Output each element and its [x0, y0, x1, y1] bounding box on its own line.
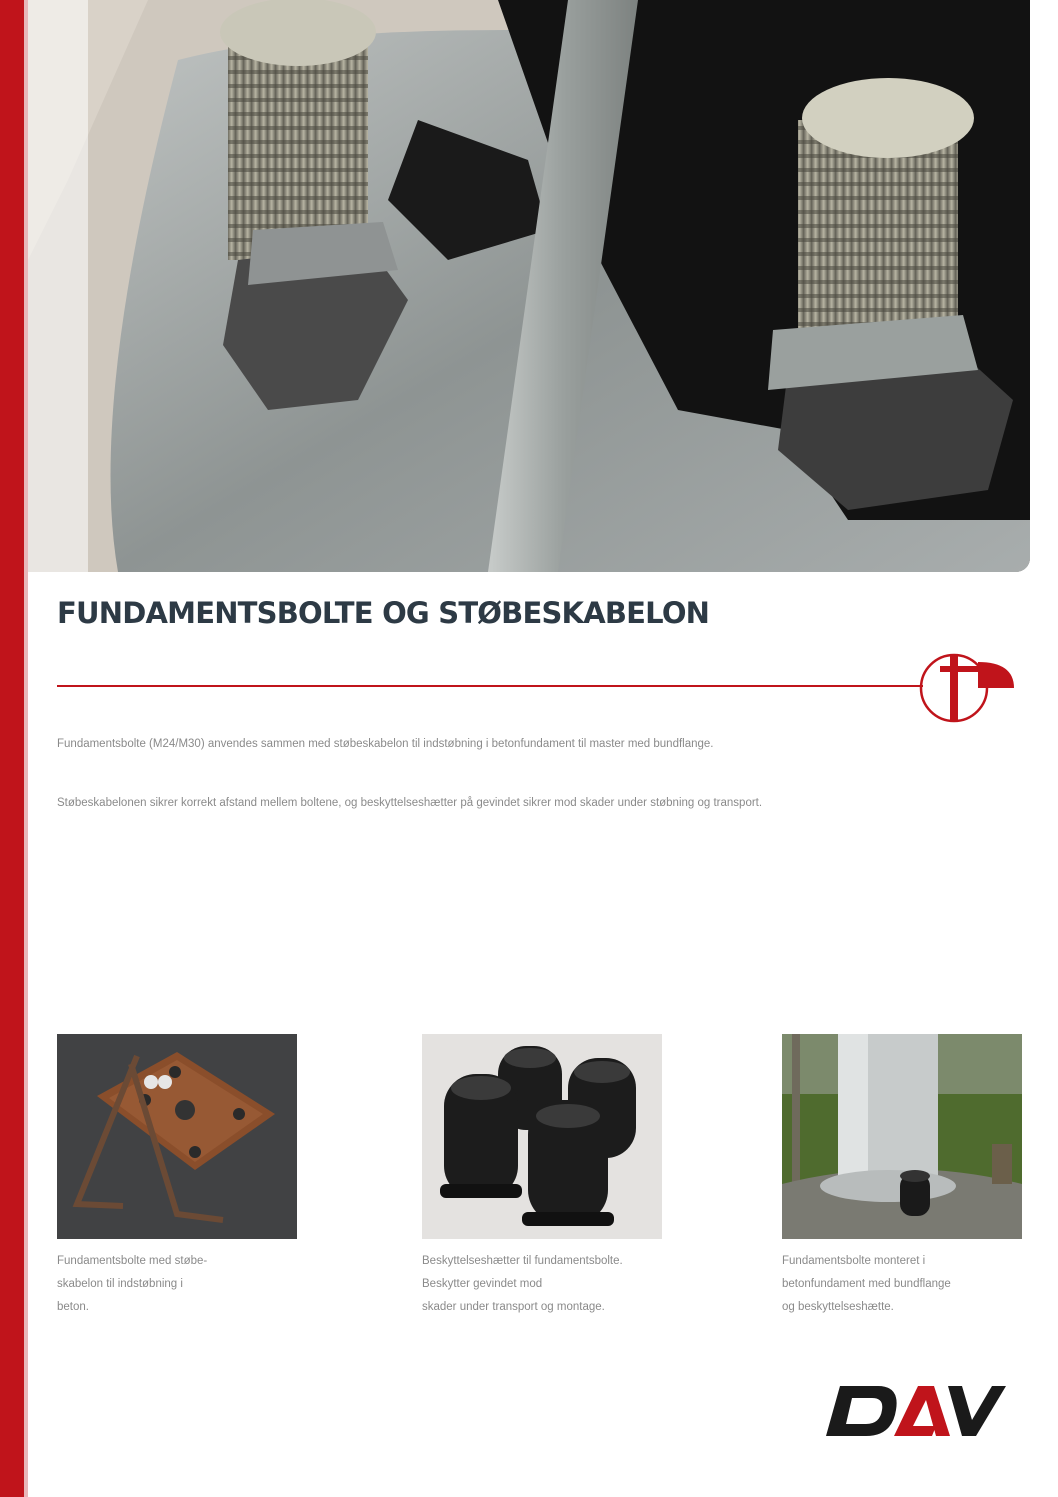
caption-line: skader under transport og montage.	[422, 1301, 605, 1313]
caption-line: og beskyttelseshætte.	[782, 1301, 894, 1313]
black-bolt-caps-photo-icon	[422, 1034, 662, 1239]
caption-line: Beskytter gevindet mod	[422, 1278, 543, 1290]
foundation-bolts-with-template-photo-icon	[57, 1034, 297, 1239]
caption-line: beton.	[57, 1301, 89, 1313]
detail-paragraph: Støbeskabelonen sikrer korrekt afstand mellem boltene, og beskyttelseshætter på gevindet sikrer mod skader under støbning og transport.	[57, 797, 763, 809]
lamp-post-circle-logo-icon	[918, 648, 1018, 728]
product-caption-installed	[782, 1250, 1027, 1319]
dav-brand-logo	[826, 1382, 1006, 1442]
caption-line: Fundamentsbolte med støbe-	[57, 1255, 208, 1267]
caption-line: Fundamentsbolte monteret i	[782, 1255, 926, 1267]
title-divider	[57, 685, 923, 687]
product-caption-bolts	[57, 1250, 302, 1319]
side-accent-bar	[0, 0, 24, 1497]
hero-photo-galvanized-bolts	[28, 0, 1030, 572]
intro-paragraph: Fundamentsbolte (M24/M30) anvendes sammen med støbeskabelon til indstøbning i betonfundament til master med bundflange.	[57, 738, 714, 750]
mast-base-installed-photo-icon	[782, 1034, 1022, 1239]
caption-line: skabelon til indstøbning i	[57, 1278, 183, 1290]
product-caption-caps	[422, 1250, 667, 1319]
caption-line: Beskyttelseshætter til fundamentsbolte.	[422, 1255, 623, 1267]
caption-line: betonfundament med bundflange	[782, 1278, 951, 1290]
document-title: FUNDAMENTSBOLTE OG STØBESKABELON	[57, 596, 710, 630]
